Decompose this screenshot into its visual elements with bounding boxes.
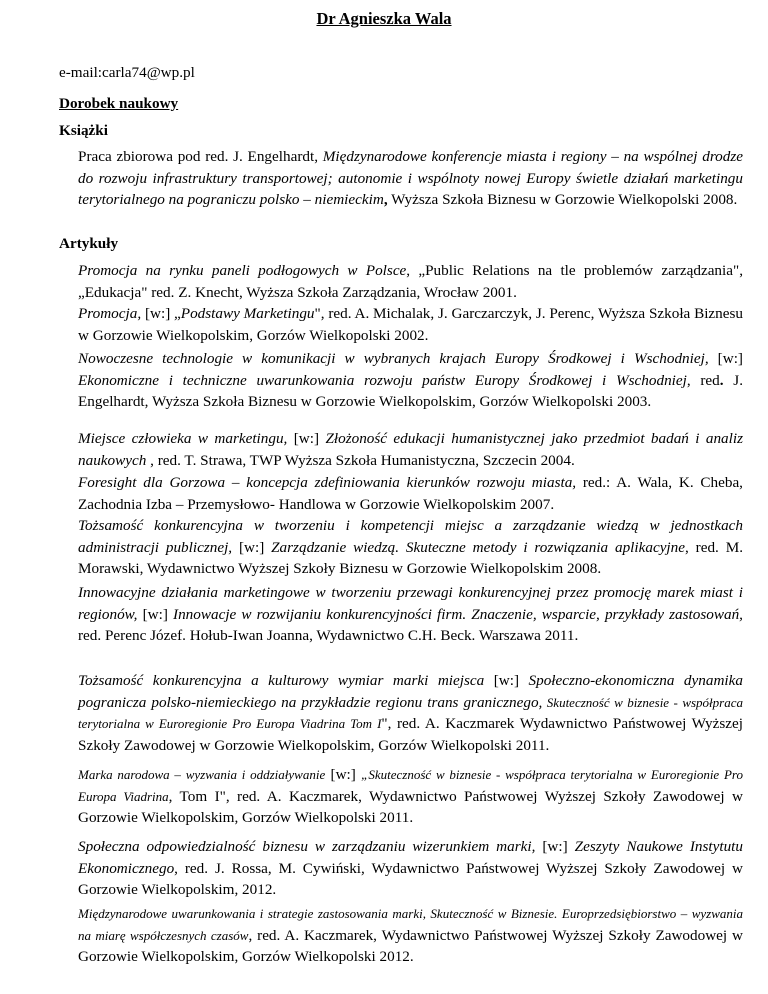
book-entry: Praca zbiorowa pod red. J. Engelhardt, Międzynarodowe konferencje miasta i regiony – na wspólnej drodze do rozwoju infrastruktury transportowej; autonomie i wspólnoty nowej Europy świetle działań marketingu terytorialnego na pograniczu polsko – niemieckim, Wyższa Szkoła Biznesu w Gorzowie Wielkopolski 2008. <box>78 148 744 208</box>
email-line: e-mail:carla74@wp.pl <box>59 64 195 81</box>
article-entry: Tożsamość konkurencyjna a kulturowy wymiar marki miejsca [w:] Społeczno-ekonomiczna dynamika pogranicza polsko-niemieckiego na przykładzie regionu trans granicznego, Skuteczność w biznesie - współpraca terytorialna w Euroregionie Pro Europa Viadrina Tom I", red. A. Kaczmarek Wydawnictwo Państwowej Wyższej Szkoły Zawodowej w Gorzowie Wielkopolskim, Gorzów Wielkopolski 2011. <box>78 672 743 754</box>
article-entry: Promocja na rynku paneli podłogowych w Polsce, „Public Relations na tle problemów zarządzania", „Edukacja" red. Z. Knecht, Wyższa Szkoła Zarządzania, Wrocław 2001. <box>78 262 743 301</box>
article-entry: Marka narodowa – wyzwania i oddziaływanie [w:] „Skuteczność w biznesie - współpraca terytorialna w Euroregionie Pro Europa Viadrina, Tom I", red. A. Kaczmarek, Wydawnictwo Państwowej Wyższej Szkoły Zawodowej w Gorzowie Wielkopolskim, Gorzów Wielkopolski 2011. <box>78 766 743 826</box>
page-title: Dr Agnieszka Wala <box>316 9 452 28</box>
article-entry: Międzynarodowe uwarunkowania i strategie zastosowania marki, Skuteczność w Biznesie. Europrzedsiębiorstwo – wyzwania na miarę współczesnych czasów, red. A. Kaczmarek, Wydawnictwo Państwowej Wyższej Szkoły Zawodowej w Gorzowie Wielkopolskim, Gorzów Wielkopolski 2012. <box>78 906 743 965</box>
article-entry: Promocja, [w:] „Podstawy Marketingu", red. A. Michalak, J. Garczarczyk, J. Perenc, Wyższa Szkoła Biznesu w Gorzowie Wielkopolskim, Gorzów Wielkopolski 2002. <box>78 305 744 344</box>
article-entry: Innowacyjne działania marketingowe w tworzeniu przewagi konkurencyjnej przez promocję marek miast i regionów, [w:] Innowacje w rozwijaniu konkurencyjności firm. Znaczenie, wsparcie, przykłady zastosowań, red. Perenc Józef. Hołub-Iwan Joanna, Wydawnictwo C.H. Beck. Warszawa 2011. <box>78 584 743 644</box>
section-heading-books: Książki <box>59 122 108 139</box>
section-heading-articles: Artykuły <box>59 235 119 252</box>
article-entry: Miejsce człowieka w marketingu, [w:] Złożoność edukacji humanistycznej jako przedmiot badań i analiz naukowych , red. T. Strawa, TWP Wyższa Szkoła Humanistyczna, Szczecin 2004. <box>78 430 744 469</box>
article-entry: Tożsamość konkurencyjna w tworzeniu i kompetencji miejsc a zarządzanie wiedzą w jednostkach administracji publicznej, [w:] Zarządzanie wiedzą. Skuteczne metody i rozwiązania aplikacyjne, red. M. Morawski, Wydawnictwo Wyższej Szkoły Biznesu w Gorzowie Wielkopolskim 2008. <box>78 517 743 577</box>
article-entry: Społeczna odpowiedzialność biznesu w zarządzaniu wizerunkiem marki, [w:] Zeszyty Naukowe Instytutu Ekonomicznego, red. J. Rossa, M. Cywiński, Wydawnictwo Państwowej Wyższej Szkoły Zawodowej w Gorzowie Wielkopolskim, 2012. <box>78 838 743 898</box>
article-entry: Foresight dla Gorzowa – koncepcja zdefiniowania kierunków rozwoju miasta, red.: A. Wala, K. Cheba, Zachodnia Izba – Przemysłowo- Handlowa w Gorzowie Wielkopolskim 2007. <box>78 474 743 513</box>
section-heading-dorobek: Dorobek naukowy <box>59 95 179 112</box>
article-entry: Nowoczesne technologie w komunikacji w wybranych krajach Europy Środkowej i Wschodniej, [w:] Ekonomiczne i techniczne uwarunkowania rozwoju państw Europy Środkowej i Wschodniej, red. J. Engelhardt, Wyższa Szkoła Biznesu w Gorzowie Wielkopolskim, Gorzów Wielkopolski 2003. <box>78 350 743 410</box>
